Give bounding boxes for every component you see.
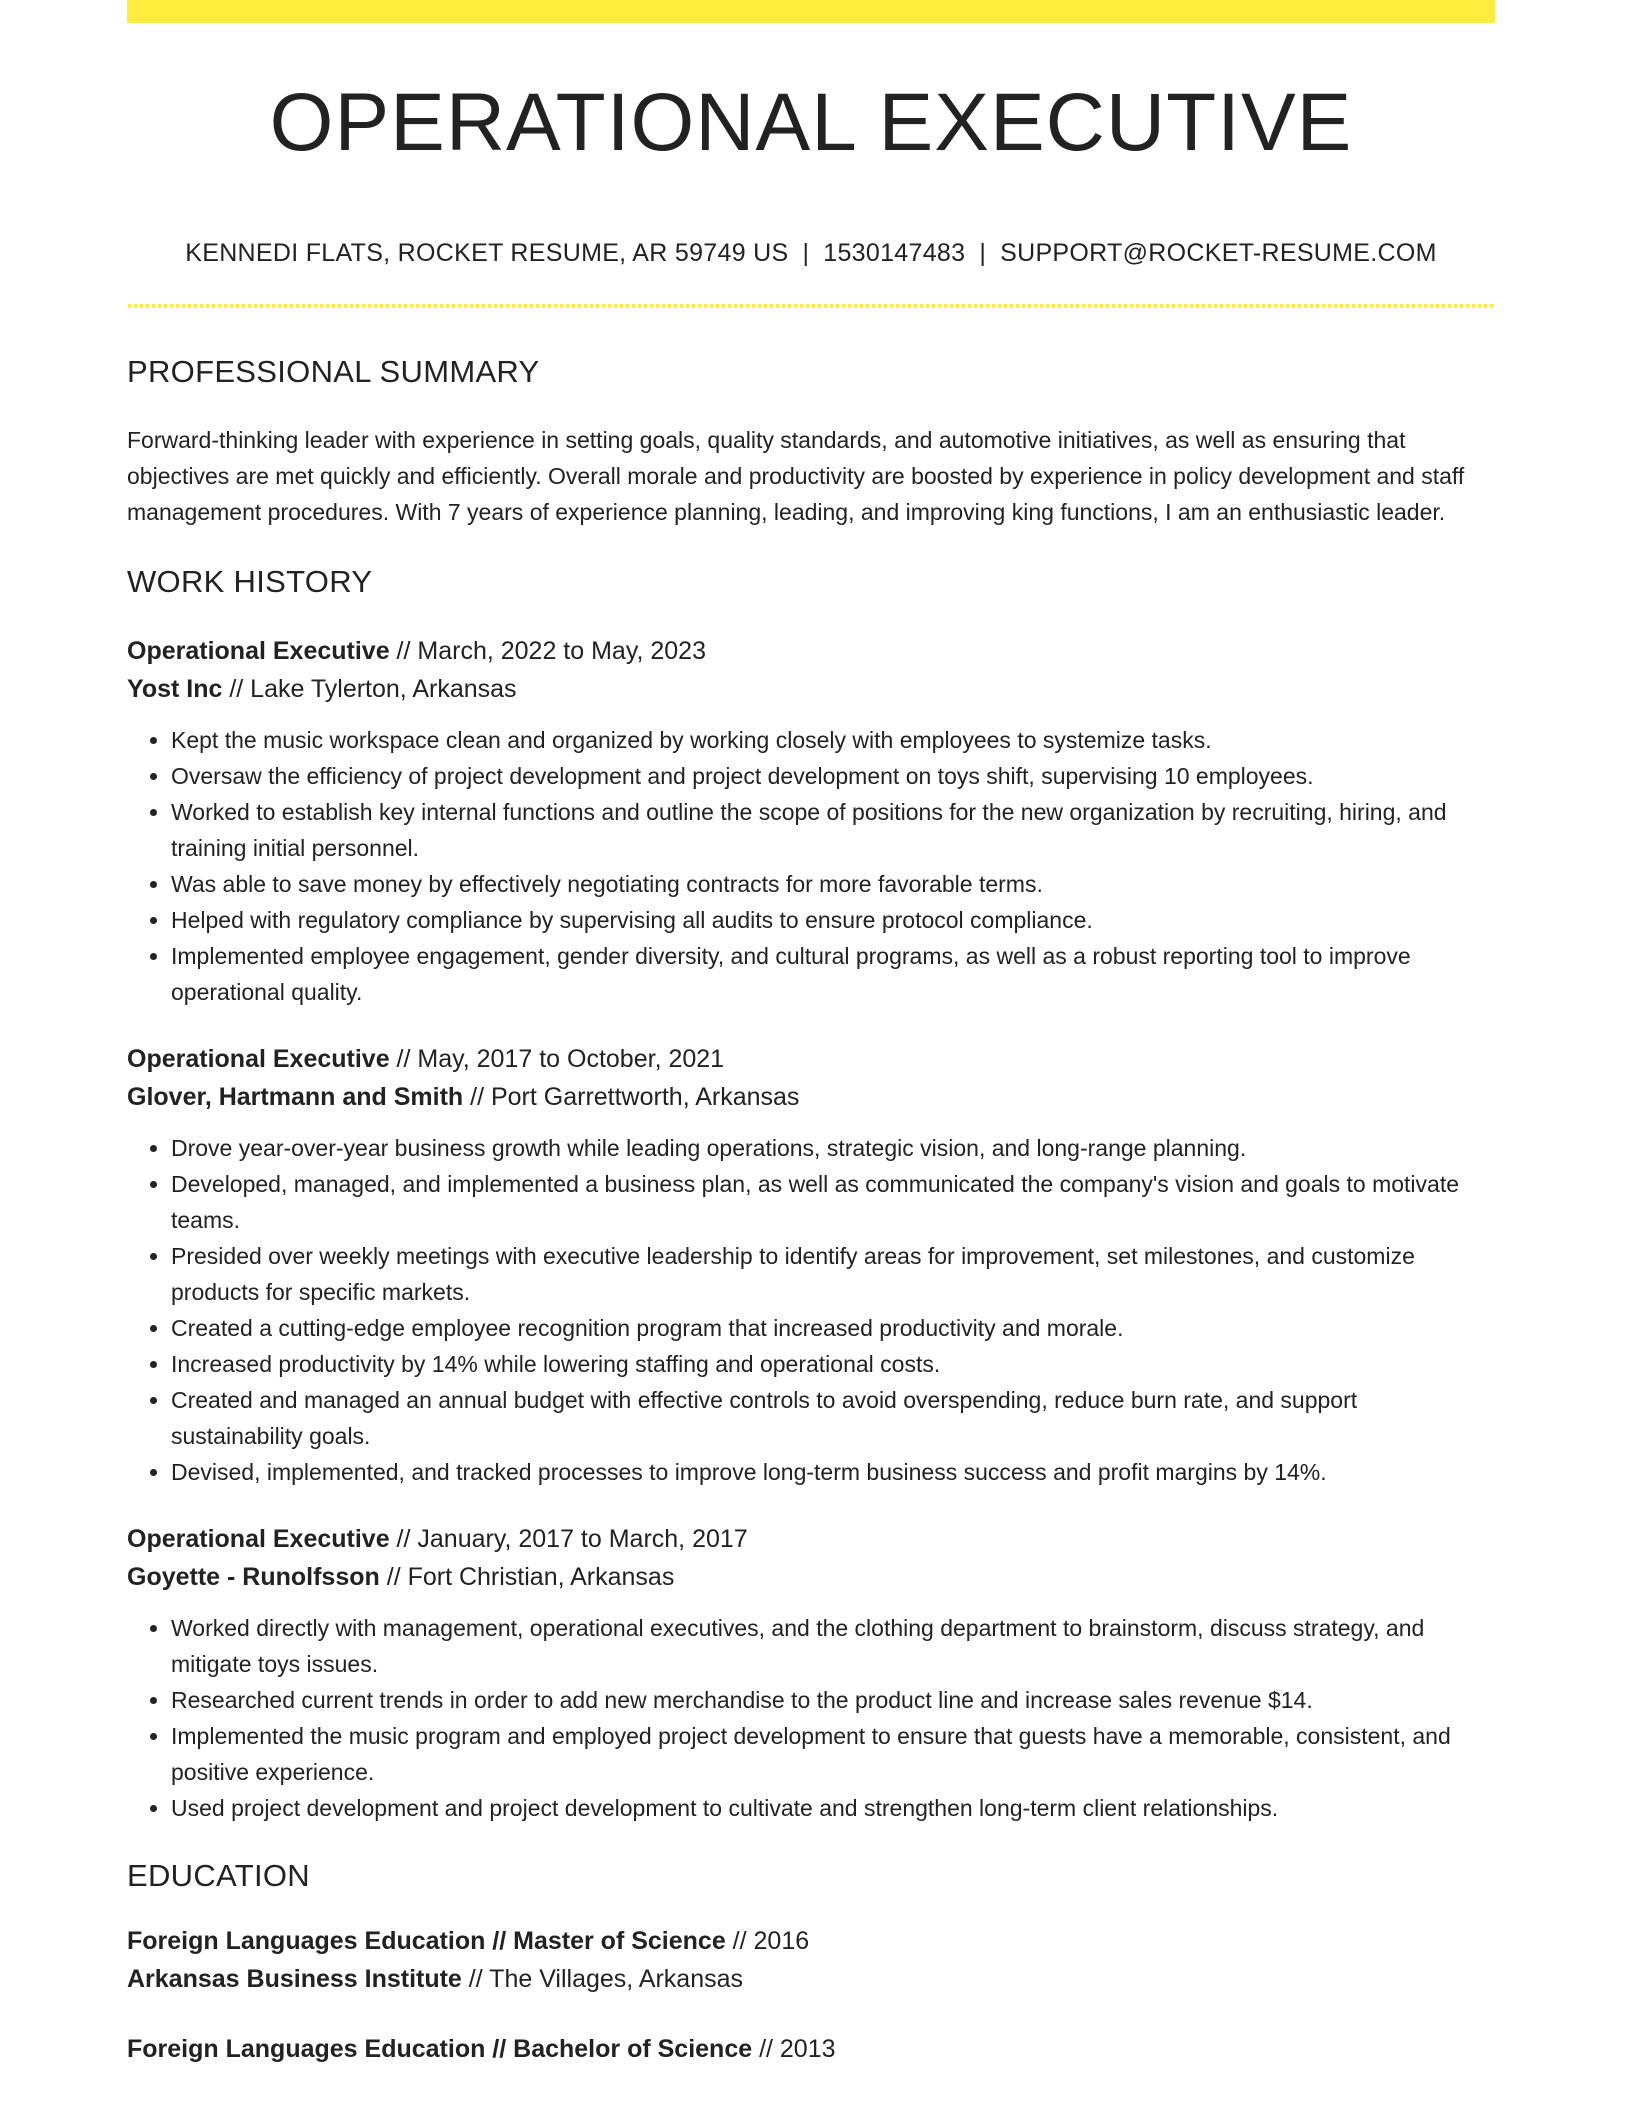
job-bullet: • Worked directly with management, operational executives, and the clothing department to brainstorm, discuss strategy, and mitigate toys issues. bbox=[171, 1610, 1495, 1682]
education-degree: Foreign Languages Education // Bachelor of Science bbox=[127, 2035, 753, 2063]
top-accent-bar bbox=[127, 0, 1495, 23]
education-degree: Foreign Languages Education // Master of Science bbox=[127, 1927, 726, 1955]
resume-title: OPERATIONAL EXECUTIVE bbox=[269, 77, 1353, 168]
summary-heading: PROFESSIONAL SUMMARY bbox=[127, 354, 540, 389]
education-year: // 2016 bbox=[725, 1927, 810, 1955]
job-bullet: • Oversaw the efficiency of project development and project development on toys shift, supervising 10 employees. bbox=[171, 758, 1495, 794]
job-title: Operational Executive bbox=[127, 1045, 390, 1073]
job-bullet: • Was able to save money by effectively negotiating contracts for more favorable terms. bbox=[171, 866, 1495, 902]
contact-separator: | bbox=[979, 239, 987, 267]
work-history-section bbox=[127, 562, 1495, 1826]
education-school: Arkansas Business Institute bbox=[127, 1965, 462, 1993]
resume-body bbox=[127, 352, 1495, 2100]
job-bullet: • Drove year-over-year business growth while leading operations, strategic vision, and long-range planning. bbox=[171, 1130, 1495, 1166]
work-history-heading: WORK HISTORY bbox=[127, 564, 373, 599]
job-dates: // January, 2017 to March, 2017 bbox=[389, 1525, 748, 1553]
job-title-line bbox=[127, 632, 1495, 670]
job-entry bbox=[127, 1040, 1495, 1490]
job-company: Yost Inc bbox=[127, 675, 223, 703]
contact-separator: | bbox=[802, 239, 810, 267]
job-bullets bbox=[127, 1610, 1495, 1826]
education-location: // The Villages, Arkansas bbox=[461, 1965, 744, 1993]
job-company-line bbox=[127, 670, 1495, 708]
job-location: // Port Garrettworth, Arkansas bbox=[463, 1083, 800, 1111]
education-degree-line bbox=[127, 1922, 1495, 1960]
education-entry bbox=[127, 1922, 1495, 1998]
job-company: Goyette - Runolfsson bbox=[127, 1563, 380, 1591]
education-heading: EDUCATION bbox=[127, 1858, 310, 1893]
education-entry bbox=[127, 2030, 1495, 2068]
contact-address: KENNEDI FLATS, ROCKET RESUME, AR 59749 US bbox=[185, 239, 789, 267]
job-title: Operational Executive bbox=[127, 637, 390, 665]
contact-email[interactable]: SUPPORT@ROCKET-RESUME.COM bbox=[1000, 239, 1437, 267]
job-dates: // March, 2022 to May, 2023 bbox=[389, 637, 706, 665]
job-bullet: • Created a cutting-edge employee recognition program that increased productivity and morale. bbox=[171, 1310, 1495, 1346]
contact-phone: 1530147483 bbox=[823, 239, 966, 267]
job-company: Glover, Hartmann and Smith bbox=[127, 1083, 464, 1111]
job-bullet: • Created and managed an annual budget with effective controls to avoid overspending, reduce burn rate, and support sustainability goals. bbox=[171, 1382, 1495, 1454]
summary-text: Forward-thinking leader with experience in setting goals, quality standards, and automotive initiatives, as well as ensuring that objectives are met quickly and efficiently. Overall morale and productivity are boosted by experience in policy development and staff management procedures. With 7 years of experience planning, leading, and improving king functions, I am an enthusiastic leader. bbox=[127, 427, 1465, 525]
summary-section bbox=[127, 352, 1495, 530]
dotted-divider bbox=[127, 304, 1495, 308]
job-bullet: • Researched current trends in order to add new merchandise to the product line and increase sales revenue $14. bbox=[171, 1682, 1495, 1718]
job-bullet: • Implemented employee engagement, gender diversity, and cultural programs, as well as a robust reporting tool to improve operational quality. bbox=[171, 938, 1495, 1010]
education-school-line bbox=[127, 1960, 1495, 1998]
job-bullet: • Implemented the music program and employed project development to ensure that guests have a memorable, consistent, and positive experience. bbox=[171, 1718, 1495, 1790]
job-bullets bbox=[127, 722, 1495, 1010]
job-title-line bbox=[127, 1040, 1495, 1078]
education-degree-line bbox=[127, 2030, 1495, 2068]
job-bullet: • Helped with regulatory compliance by supervising all audits to ensure protocol compliance. bbox=[171, 902, 1495, 938]
job-bullet: • Kept the music workspace clean and organized by working closely with employees to systemize tasks. bbox=[171, 722, 1495, 758]
job-entry bbox=[127, 632, 1495, 1010]
job-bullet: • Increased productivity by 14% while lowering staffing and operational costs. bbox=[171, 1346, 1495, 1382]
job-bullet: • Devised, implemented, and tracked processes to improve long-term business success and profit margins by 14%. bbox=[171, 1454, 1495, 1490]
education-list bbox=[127, 1922, 1495, 2068]
education-section bbox=[127, 1856, 1495, 2068]
job-location: // Lake Tylerton, Arkansas bbox=[222, 675, 517, 703]
contact-line bbox=[127, 238, 1495, 268]
job-dates: // May, 2017 to October, 2021 bbox=[389, 1045, 725, 1073]
job-bullet: • Developed, managed, and implemented a business plan, as well as communicated the company's vision and goals to motivate teams. bbox=[171, 1166, 1495, 1238]
job-bullet: • Worked to establish key internal functions and outline the scope of positions for the new organization by recruiting, hiring, and training initial personnel. bbox=[171, 794, 1495, 866]
job-title-line bbox=[127, 1520, 1495, 1558]
education-year: // 2013 bbox=[752, 2035, 836, 2063]
job-bullet: • Used project development and project development to cultivate and strengthen long-term client relationships. bbox=[171, 1790, 1495, 1826]
job-location: // Fort Christian, Arkansas bbox=[379, 1563, 675, 1591]
job-company-line bbox=[127, 1558, 1495, 1596]
job-company-line bbox=[127, 1078, 1495, 1116]
job-entry bbox=[127, 1520, 1495, 1826]
job-list bbox=[127, 632, 1495, 1826]
job-bullets bbox=[127, 1130, 1495, 1490]
job-bullet: • Presided over weekly meetings with executive leadership to identify areas for improvement, set milestones, and customize products for specific markets. bbox=[171, 1238, 1495, 1310]
job-title: Operational Executive bbox=[127, 1525, 390, 1553]
